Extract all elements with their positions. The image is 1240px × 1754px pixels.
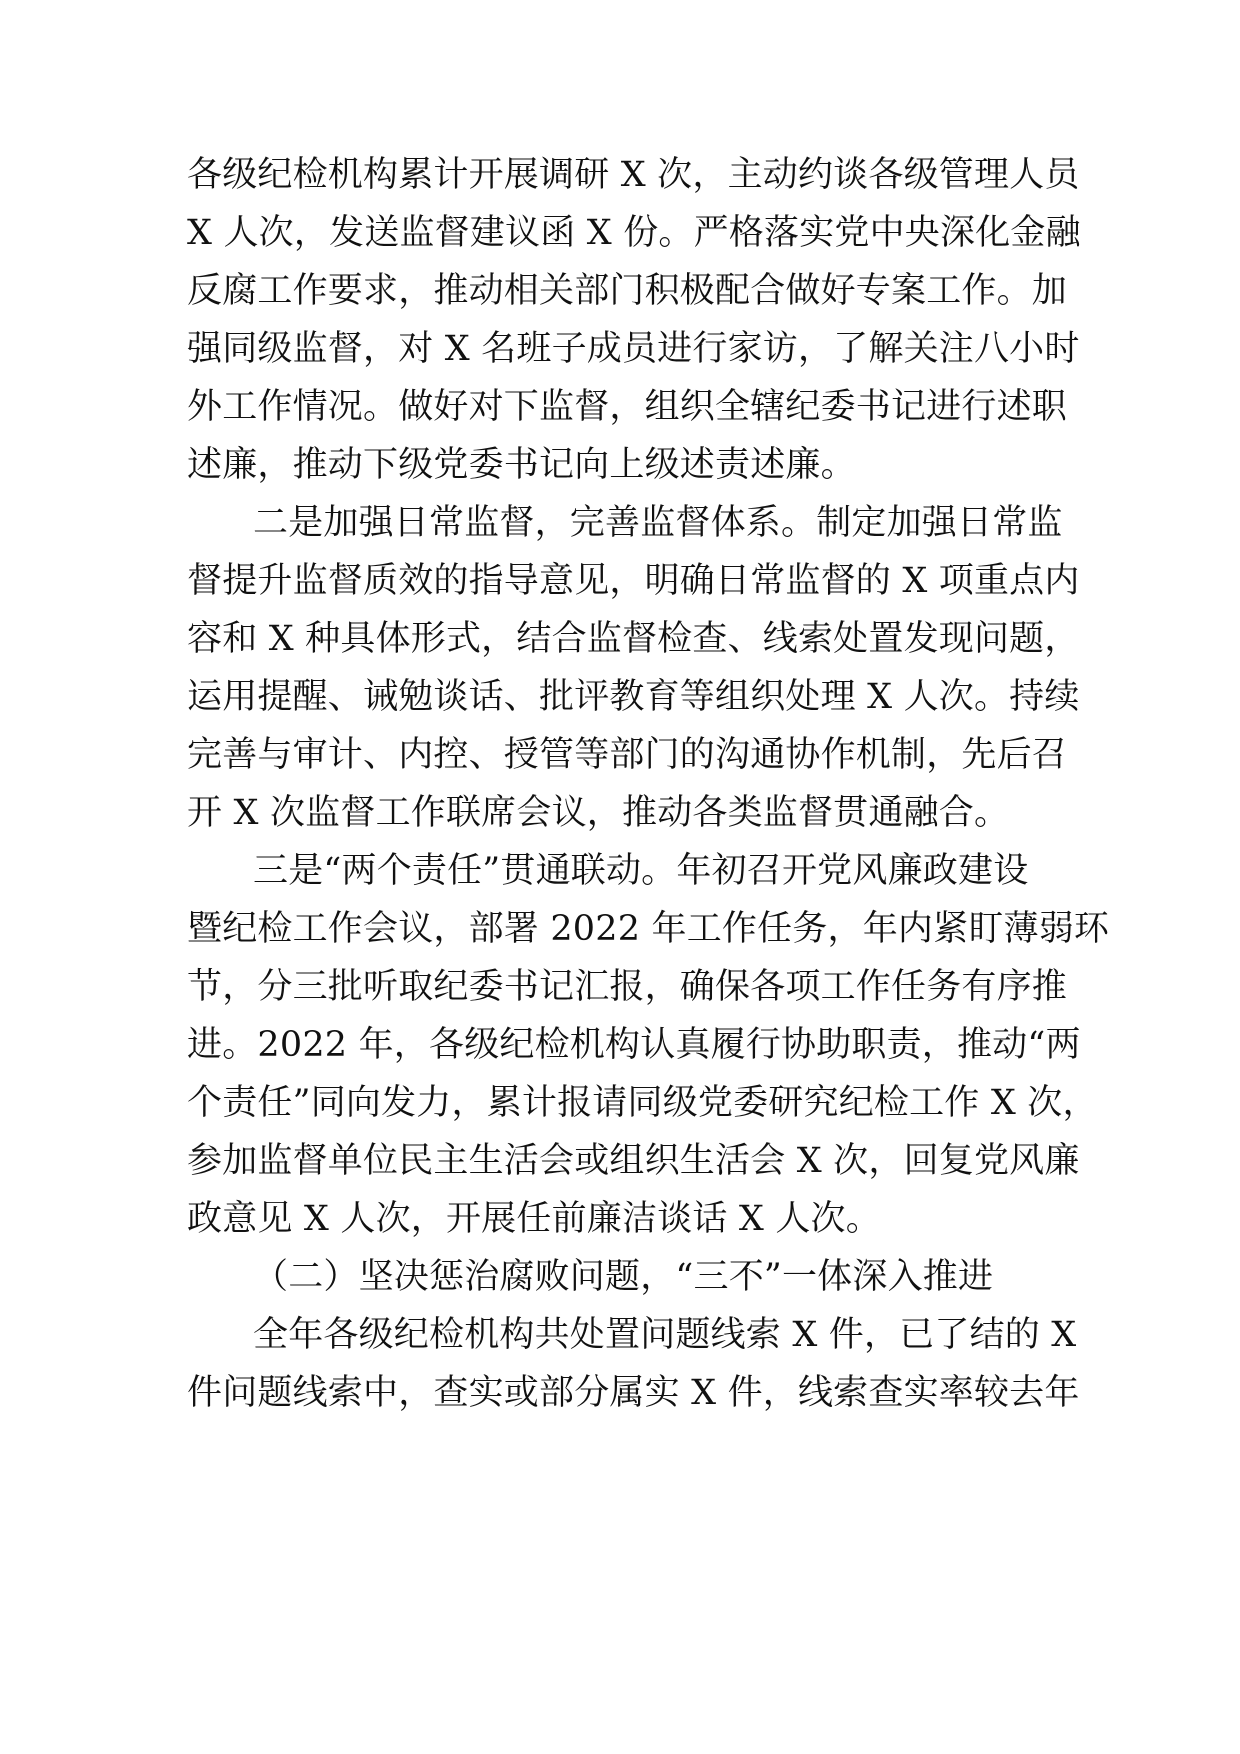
- section-heading: （二）坚决惩治腐败问题，“三不”一体深入推进: [253, 1257, 994, 1297]
- text-line: 暨纪检工作会议，部署 2022 年工作任务，年内紧盯薄弱环: [187, 909, 1110, 949]
- text-line: 反腐工作要求，推动相关部门积极配合做好专案工作。加: [187, 271, 1068, 311]
- text-line: 件问题线索中，查实或部分属实 X 件，线索查实率较去年: [187, 1373, 1080, 1413]
- text-line: 督提升监督质效的指导意见，明确日常监督的 X 项重点内: [187, 561, 1080, 601]
- text-line: 个责任”同向发力，累计报请同级党委研究纪检工作 X 次，: [187, 1083, 1098, 1123]
- text-line: 政意见 X 人次，开展任前廉洁谈话 X 人次。: [187, 1199, 881, 1239]
- text-line: 述廉，推动下级党委书记向上级述责述廉。: [187, 445, 856, 485]
- text-line: 开 X 次监督工作联席会议，推动各类监督贯通融合。: [187, 793, 1010, 833]
- paragraph-first-line: 二是加强日常监督，完善监督体系。制定加强日常监: [253, 503, 1063, 543]
- text-line: 运用提醒、诫勉谈话、批评教育等组织处理 X 人次。持续: [187, 677, 1080, 717]
- paragraph-first-line: 三是“两个责任”贯通联动。年初召开党风廉政建设: [253, 851, 1029, 891]
- paragraph-first-line: 全年各级纪检机构共处置问题线索 X 件，已了结的 X: [253, 1315, 1077, 1355]
- text-line: 进。2022 年，各级纪检机构认真履行协助职责，推动“两: [187, 1025, 1081, 1065]
- text-line: 参加监督单位民主生活会或组织生活会 X 次，回复党风廉: [187, 1141, 1080, 1181]
- text-line: 各级纪检机构累计开展调研 X 次，主动约谈各级管理人员: [187, 155, 1080, 195]
- text-line: 外工作情况。做好对下监督，组织全辖纪委书记进行述职: [187, 387, 1068, 427]
- text-line: 容和 X 种具体形式，结合监督检查、线索处置发现问题，: [187, 619, 1080, 659]
- text-line: 节，分三批听取纪委书记汇报，确保各项工作任务有序推: [187, 967, 1068, 1007]
- text-line: 强同级监督，对 X 名班子成员进行家访，了解关注八小时: [187, 329, 1080, 369]
- text-line: X 人次，发送监督建议函 X 份。严格落实党中央深化金融: [187, 213, 1081, 253]
- text-line: 完善与审计、内控、授管等部门的沟通协作机制，先后召: [187, 735, 1068, 775]
